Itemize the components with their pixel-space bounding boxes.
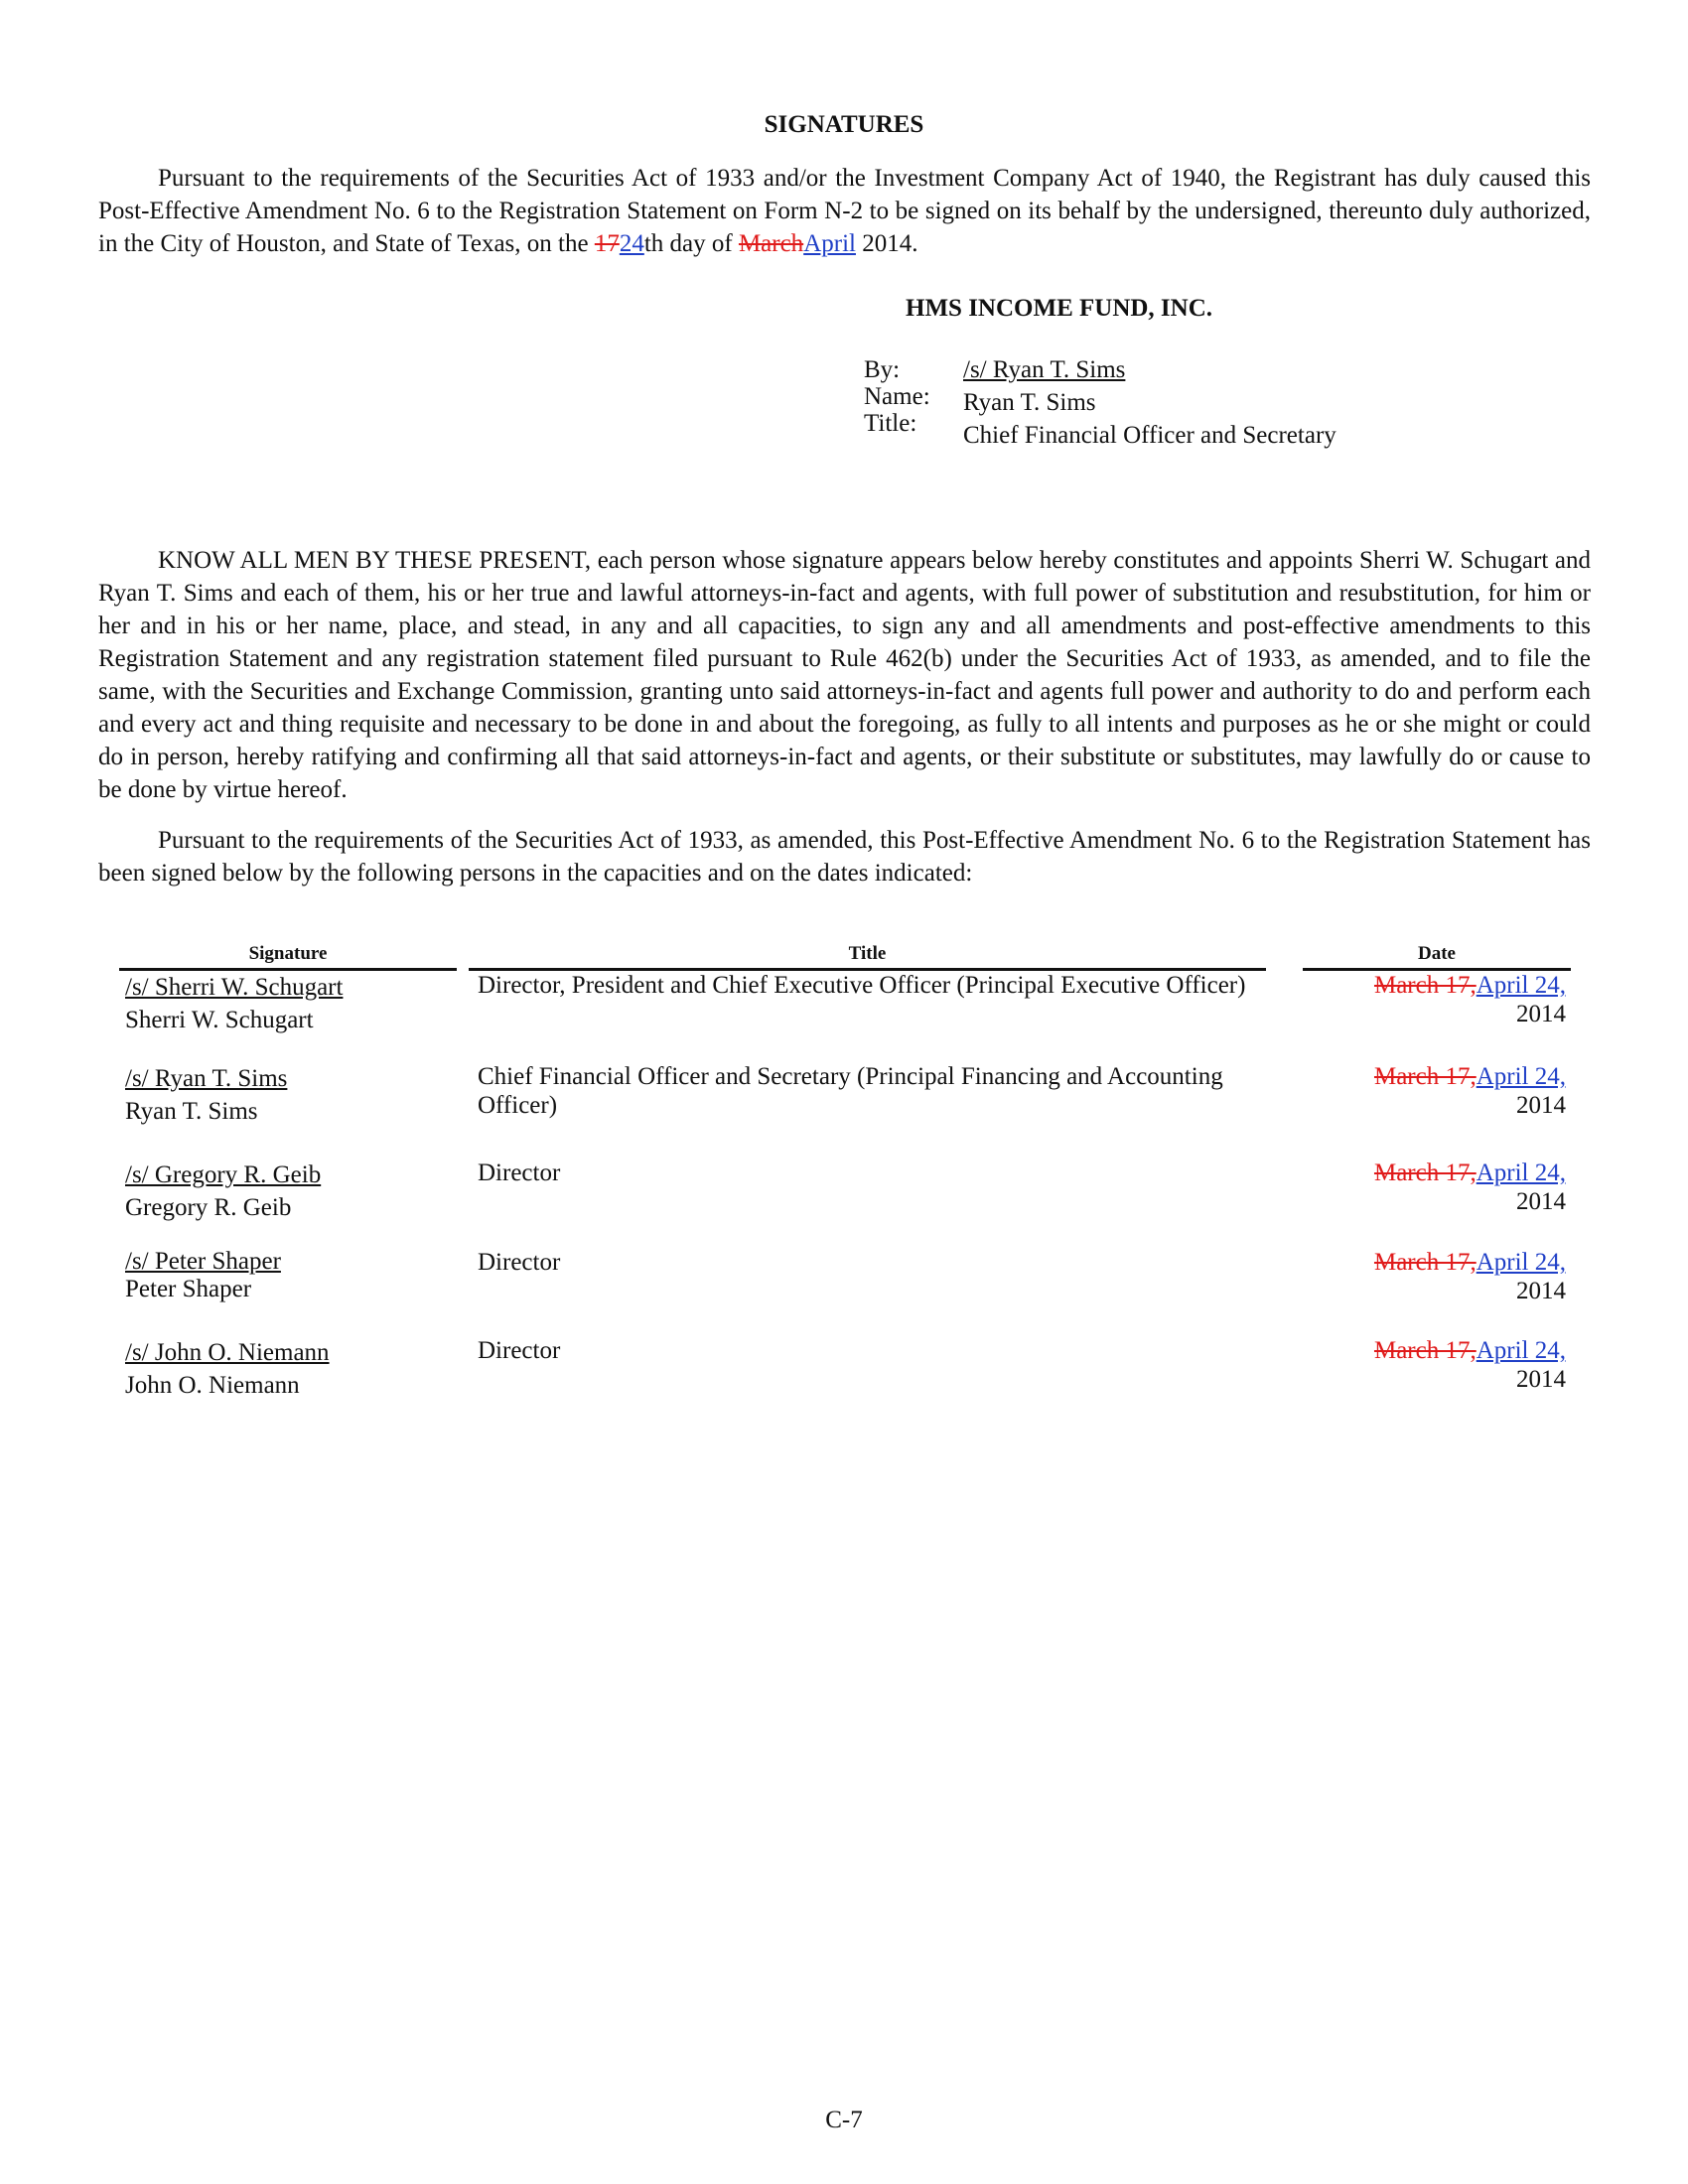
signature-cell: [125, 971, 453, 1036]
deleted-day: 17: [594, 230, 620, 257]
signer-name: John O. Niemann: [125, 1372, 300, 1399]
inserted-date: April 24,: [1476, 1160, 1566, 1186]
title-value: Chief Financial Officer and Secretary: [963, 422, 1336, 449]
deleted-date: March 17,: [1373, 972, 1477, 999]
date-year: 2014: [1516, 1092, 1566, 1119]
inserted-date: April 24,: [1476, 1063, 1566, 1090]
title-cell: Director, President and Chief Executive Officer (Principal Executive Officer): [478, 972, 1246, 999]
fund-name: HMS INCOME FUND, INC.: [906, 295, 1213, 322]
inserted-day: 24: [619, 230, 644, 257]
page-number: C-7: [825, 2107, 863, 2133]
signature-cell: [125, 1062, 453, 1128]
para2-text: KNOW ALL MEN BY THESE PRESENT, each person whose signature appears below hereby constitutes and appoints Sherri W. Schugart and Ryan T. Sims and each of them, his or her true and lawful attorneys-in-fact and agents, with full power of substitution and resubstitution, for him or her and in his or her name, place, and stead, in any and all capacities, to sign any and all amendments and post-effective amendments to this Registration Statement and any registration statement filed pursuant to Rule 462(b) under the Securities Act of 1933, as amended, and to file the same, with the Securities and Exchange Commission, granting unto said attorneys-in-fact and agents full power and authority to do and perform each and every act and thing requisite and necessary to be done in and about the foregoing, as fully to all intents and purposes as he or she might or could do in person, hereby ratifying and confirming all that said attorneys-in-fact and agents, or their substitute or substitutes, may lawfully do or cause to be done by virtue hereof.: [98, 547, 1591, 803]
date-cell: [1291, 971, 1566, 1028]
deleted-date: March 17,: [1373, 1063, 1477, 1090]
title-cell: Director: [478, 1160, 561, 1186]
date-year: 2014: [1516, 1001, 1566, 1027]
header-date: Date: [1303, 943, 1571, 971]
para3-text: Pursuant to the requirements of the Securities Act of 1933, as amended, this Post-Effective Amendment No. 6 to the Registration Statement has been signed below by the following persons in the capacities and on the dates indicated:: [98, 827, 1591, 887]
page-heading: SIGNATURES: [764, 111, 924, 138]
deleted-month: March: [738, 230, 804, 257]
signer-name: Ryan T. Sims: [125, 1098, 258, 1125]
deleted-date: March 17,: [1373, 1337, 1477, 1364]
by-signature: /s/ Ryan T. Sims: [963, 356, 1126, 383]
signature-cell: [125, 1248, 453, 1303]
deleted-date: March 17,: [1373, 1160, 1477, 1186]
signature-cell: [125, 1336, 453, 1402]
title-label: Title:: [864, 410, 917, 437]
date-cell: [1291, 1336, 1566, 1394]
signed-line: /s/ Ryan T. Sims: [125, 1065, 288, 1092]
para1-text-c: 2014.: [855, 230, 918, 257]
signer-name: Sherri W. Schugart: [125, 1007, 314, 1033]
signed-line: /s/ Peter Shaper: [125, 1248, 281, 1275]
inserted-date: April 24,: [1476, 1337, 1566, 1364]
para1-text-b: th day of: [643, 230, 739, 257]
inserted-date: April 24,: [1476, 1249, 1566, 1276]
date-year: 2014: [1516, 1366, 1566, 1393]
signed-line: /s/ Sherri W. Schugart: [125, 974, 344, 1001]
date-cell: [1291, 1248, 1566, 1305]
deleted-date: March 17,: [1373, 1249, 1477, 1276]
date-year: 2014: [1516, 1188, 1566, 1215]
signer-name: Gregory R. Geib: [125, 1194, 292, 1221]
signed-line: /s/ Gregory R. Geib: [125, 1161, 322, 1188]
date-cell: [1291, 1062, 1566, 1120]
signed-line: /s/ John O. Niemann: [125, 1339, 330, 1366]
title-cell: Director: [478, 1337, 561, 1364]
signer-name: Peter Shaper: [125, 1276, 252, 1302]
inserted-month: April: [803, 230, 856, 257]
by-label: By:: [864, 356, 901, 383]
name-value: Ryan T. Sims: [963, 389, 1096, 416]
title-cell: Director: [478, 1249, 561, 1276]
title-cell: Chief Financial Officer and Secretary (Principal Financing and Accounting Officer): [478, 1063, 1223, 1119]
date-year: 2014: [1516, 1278, 1566, 1304]
signature-cell: [125, 1159, 453, 1224]
date-cell: [1291, 1159, 1566, 1216]
para1-text-a: Pursuant to the requirements of the Securities Act of 1933 and/or the Investment Company Act of 1940, the Registrant has duly caused this Post-Effective Amendment No. 6 to the Registration Statement on Form N-2 to be signed on its behalf by the undersigned, thereunto duly authorized, in the City of Houston, and State of Texas, on the: [98, 165, 1591, 257]
inserted-date: April 24,: [1476, 972, 1566, 999]
name-label: Name:: [864, 383, 930, 410]
header-signature: Signature: [119, 943, 457, 971]
header-title: Title: [469, 943, 1266, 971]
